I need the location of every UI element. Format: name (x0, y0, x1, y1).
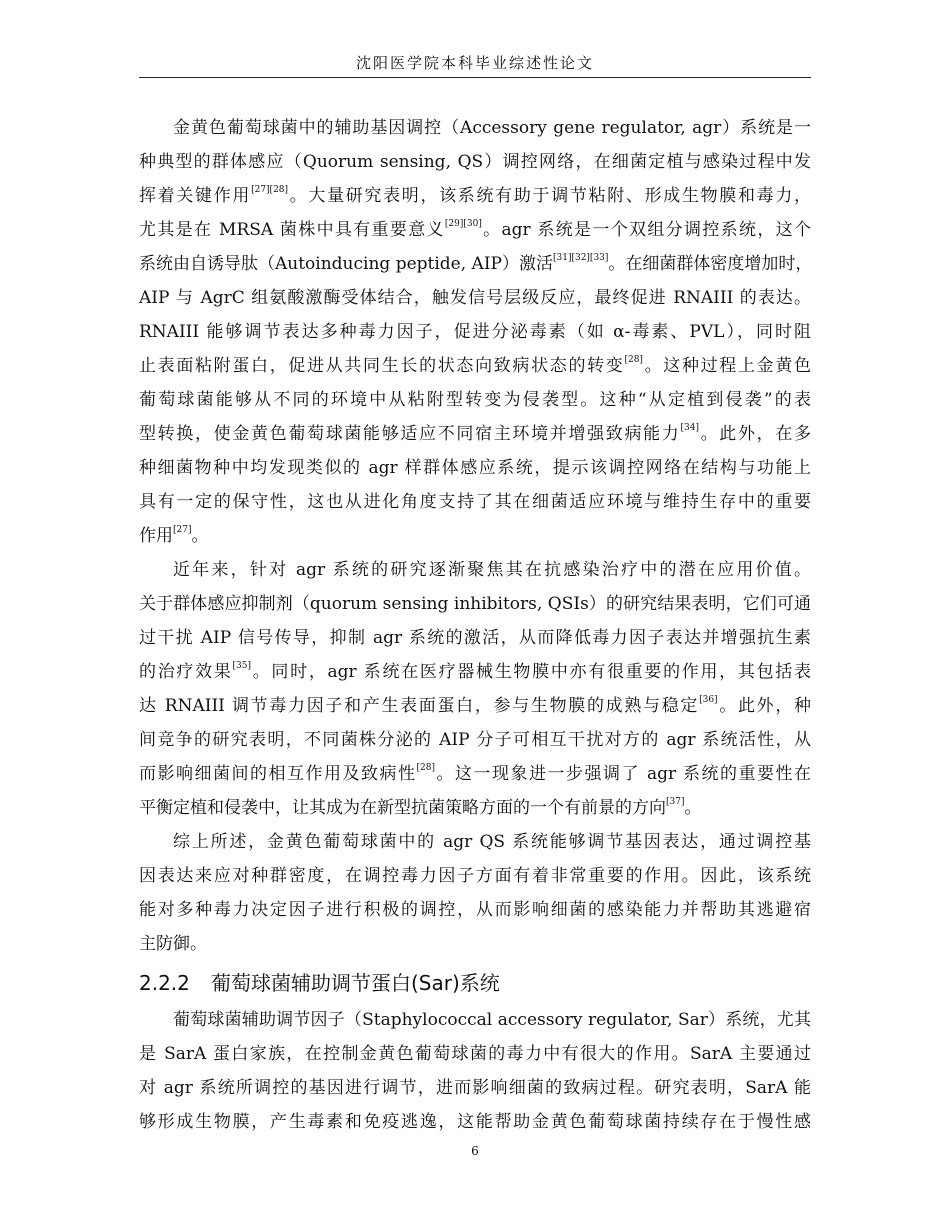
text-segment: 作用 (139, 526, 173, 546)
text-line: 具有一定的保守性，这也从进化角度支持了其在细菌适应环境与维持生存中的重要 (139, 492, 811, 512)
text-line: 过干扰 AIP 信号传导，抑制 agr 系统的激活，从而降低毒力因子表达并增强抗生素 (139, 628, 811, 648)
text-segment: 挥着关键作用 (139, 186, 252, 206)
citation: [29][30] (444, 219, 482, 230)
text-line (139, 791, 811, 825)
page-number: 6 (471, 1144, 479, 1158)
citation: [28] (624, 355, 643, 366)
text-segment: 。大量研究表明，该系统有助于调节粘附、形成生物膜和毒力， (288, 186, 812, 206)
text-segment: 达 RNAIII 调节毒力因子和产生表面蛋白，参与生物膜的成熟与稳定 (139, 696, 700, 716)
citation: [37] (666, 797, 685, 808)
text-line: 种典型的群体感应（Quorum sensing, QS）调控网络，在细菌定植与感染过程中发 (139, 152, 811, 172)
text-line: 综上所述，金黄色葡萄球菌中的 agr QS 系统能够调节基因表达，通过调控基 (173, 832, 811, 852)
text-line: AIP 与 AgrC 组氨酸激酶受体结合，触发信号层级反应，最终促进 RNAIII 的表达。 (139, 288, 811, 308)
text-segment: 。 (191, 526, 209, 546)
text-line: 葡萄球菌能够从不同的环境中从粘附型转变为侵袭型。这种“从定植到侵袭”的表 (139, 390, 811, 410)
text-segment: 。此外，在多 (698, 424, 811, 444)
citation: [27] (173, 525, 192, 536)
page-header: 沈阳医学院本科毕业综述性论文 (355, 54, 594, 72)
text-line: 金黄色葡萄球菌中的辅助基因调控（Accessory gene regulator, agr）系统是一 (173, 118, 811, 138)
text-segment: 平衡定植和侵袭中，让其成为在新型抗菌策略方面的一个有前景的方向 (139, 798, 666, 818)
text-line: 葡萄球菌辅助调节因子（Staphylococcal accessory regulator, Sar）系统，尤其 (173, 1010, 811, 1030)
text-line (139, 213, 811, 247)
text-segment: 。agr 系统是一个双组分调控系统，这个 (481, 220, 811, 240)
citation: [28] (416, 763, 436, 774)
text-line (139, 757, 811, 791)
text-line: 近年来，针对 agr 系统的研究逐渐聚焦其在抗感染治疗中的潜在应用价值。 (173, 560, 811, 580)
citation: [27][28] (251, 185, 289, 196)
text-line: 对 agr 系统所调控的基因进行调节，进而影响细菌的致病过程。研究表明，SarA 能 (139, 1078, 811, 1098)
text-segment: 而影响细菌间的相互作用及致病性 (139, 764, 417, 784)
paragraph-agr-overview (139, 111, 811, 553)
text-line (139, 519, 811, 553)
text-line (139, 655, 811, 689)
paragraph-agr-summary (139, 825, 811, 961)
citation: [36] (699, 695, 718, 706)
text-line: 因表达来应对种群密度，在调控毒力因子方面有着非常重要的作用。因此，该系统 (139, 866, 811, 886)
section-heading (139, 963, 811, 1003)
text-segment: 系统由自诱导肽（Autoinducing peptide, AIP）激活 (139, 254, 553, 274)
section-title: 葡萄球菌辅助调节蛋白(Sar)系统 (211, 971, 500, 995)
text-segment: 。 (684, 798, 702, 818)
paragraph-agr-therapy (139, 553, 811, 825)
text-line (139, 179, 811, 213)
header-rule (139, 77, 811, 78)
text-line (139, 689, 811, 723)
text-line: 是 SarA 蛋白家族，在控制金黄色葡萄球菌的毒力中有很大的作用。SarA 主要通过 (139, 1044, 811, 1064)
text-line (139, 247, 811, 281)
text-segment: 的治疗效果 (139, 662, 233, 682)
text-line: 能对多种毒力决定因子进行积极的调控，从而影响细菌的感染能力并帮助其逃避宿 (139, 900, 811, 920)
text-segment: 。这一现象进一步强调了 agr 系统的重要性在 (435, 764, 812, 784)
section-number: 2.2.2 (139, 971, 190, 995)
citation: [35] (232, 661, 252, 672)
text-segment: 。在细菌群体密度增加时， (608, 254, 813, 274)
text-segment: 型转换，使金黄色葡萄球菌能够适应不同宿主环境并增强致病能力 (139, 424, 681, 444)
text-segment: 尤其是在 MRSA 菌株中具有重要意义 (139, 220, 445, 240)
citation: [34] (680, 423, 699, 434)
text-line: 种细菌物种中均发现类似的 agr 样群体感应系统，提示该调控网络在结构与功能上 (139, 458, 811, 478)
text-line (139, 417, 811, 451)
document-body (139, 111, 811, 1139)
paragraph-sar-system (139, 1003, 811, 1139)
text-line (139, 349, 811, 383)
text-segment: 。此外，种 (717, 696, 812, 716)
text-segment: 止表面粘附蛋白，促进从共同生长的状态向致病状态的转变 (139, 356, 625, 376)
text-line: 关于群体感应抑制剂（quorum sensing inhibitors, QSIs）的研究结果表明，它们可通 (139, 594, 811, 614)
text-segment: 。同时，agr 系统在医疗器械生物膜中亦有很重要的作用，其包括表 (251, 662, 812, 682)
text-line: 间竞争的研究表明，不同菌株分泌的 AIP 分子可相互干扰对方的 agr 系统活性，从 (139, 730, 811, 750)
text-line: RNAIII 能够调节表达多种毒力因子，促进分泌毒素（如 α-毒素、PVL），同时阻 (139, 322, 811, 342)
text-line: 够形成生物膜，产生毒素和免疫逃逸，这能帮助金黄色葡萄球菌持续存在于慢性感 (139, 1112, 811, 1132)
citation: [31][32][33] (552, 253, 609, 264)
text-segment: 。这种过程上金黄色 (642, 356, 811, 376)
text-line: 主防御。 (139, 934, 207, 954)
